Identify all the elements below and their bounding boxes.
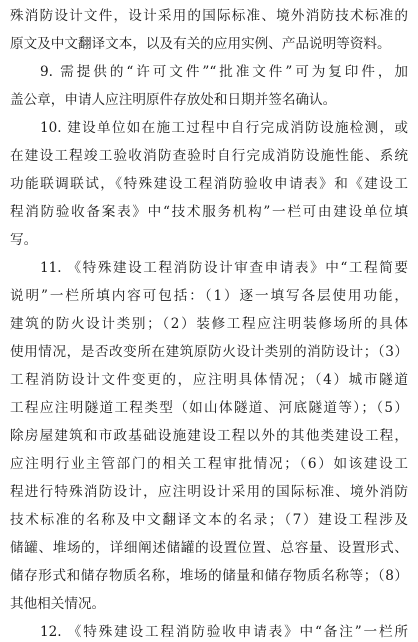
text-line: 写。: [10, 232, 38, 248]
text-line: 技术标准的名称及中文翻译文本的名录；（7）建设工程涉及: [10, 512, 408, 528]
text-line: 殊消防设计文件，设计采用的国际标准、境外消防技术标准的: [10, 8, 408, 24]
item-10-heading: 10. 建设单位如在施工过程中自行完成消防设施检测，或: [40, 120, 408, 136]
item-9-heading: 9. 需提供的“许可文件”“批准文件”可为复印件，加: [40, 64, 408, 80]
text-line: 功能联调联试，《特殊建设工程消防验收申请表》和《建设工: [10, 176, 408, 192]
text-line: 工程消防设计文件变更的，应注明具体情况；（4）城市隧道: [10, 372, 408, 388]
text-line: 除房屋建筑和市政基础设施建设工程以外的其他类建设工程，: [10, 428, 408, 444]
text-line: 程进行特殊消防设计，应注明设计采用的国际标准、境外消防: [10, 484, 408, 500]
item-12-heading: 12. 《特殊建设工程消防验收申请表》中“备注”一栏所: [40, 624, 408, 640]
text-line: 工程应注明隧道工程类型（如山体隧道、河底隧道等）；（5）: [10, 400, 408, 416]
item-11-heading: 11. 《特殊建设工程消防设计审查申请表》中“工程简要: [40, 260, 408, 276]
text-line: 说明”一栏所填内容可包括：（1）逐一填写各层使用功能，: [10, 288, 408, 304]
text-line: 应注明行业主管部门的相关工程审批情况；（6）如该建设工: [10, 456, 408, 472]
text-line: 其他相关情况。: [10, 596, 106, 612]
text-line: 使用情况，是否改变所在建筑原防火设计类别的消防设计；（3）: [10, 344, 408, 360]
text-line: 在建设工程竣工验收消防查验时自行完成消防设施性能、系统: [10, 148, 408, 164]
text-line: 储罐、堆场的，详细阐述储罐的设置位置、总容量、设置形式、: [10, 540, 408, 556]
text-line: 原文及中文翻译文本，以及有关的应用实例、产品说明等资料。: [10, 36, 391, 52]
text-line: 储存形式和储存物质名称，堆场的储量和储存物质名称等；（8）: [10, 568, 408, 584]
text-line: 盖公章，申请人应注明原件存放处和日期并签名确认。: [10, 92, 337, 108]
text-line: 程消防验收备案表》中“技术服务机构”一栏可由建设单位填: [10, 204, 408, 220]
text-line: 建筑的防火设计类别；（2）装修工程应注明装修场所的具体: [10, 316, 408, 332]
